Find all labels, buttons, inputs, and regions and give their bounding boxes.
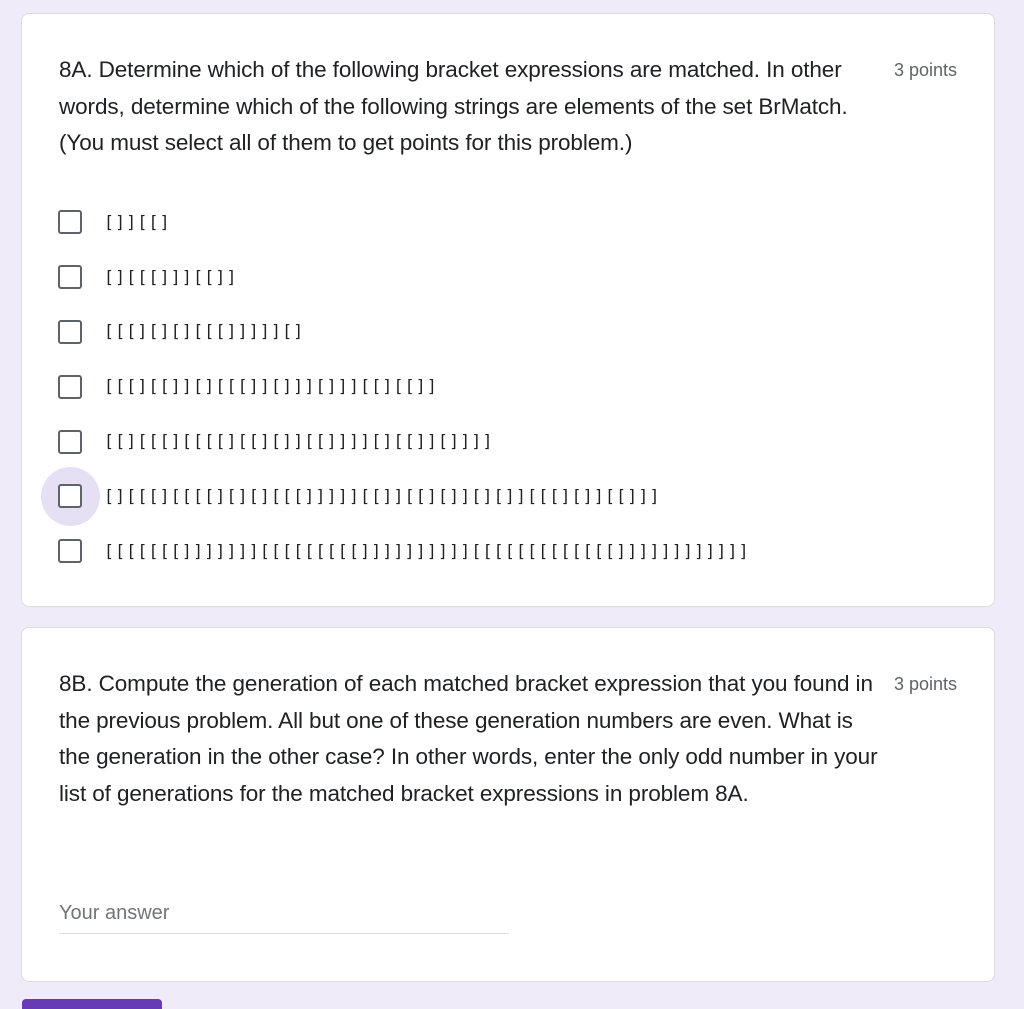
points-badge-8b: 3 points <box>893 674 957 694</box>
option-label: [[[[[[[]]]]]]][[[[[[[[[]]]]]]]]]][[[[[[[[[[[[[]]]]]]]]]]]] <box>104 541 750 561</box>
question-header-8b <box>59 666 957 813</box>
checkbox-option-7[interactable] <box>58 524 750 579</box>
question-header-8a <box>59 52 957 162</box>
option-label: [][[[]]][[]] <box>104 267 238 287</box>
checkbox-icon[interactable] <box>58 320 82 344</box>
checkbox-options-8a <box>58 195 750 579</box>
checkbox-option-6[interactable] <box>58 469 750 524</box>
submit-button-partial[interactable] <box>22 999 162 1009</box>
option-label: [[][[[][[[[][[][]][[]]]][][[]][]]]] <box>104 432 494 452</box>
checkbox-option-5[interactable] <box>58 414 750 469</box>
checkbox-icon-focused[interactable] <box>58 484 82 508</box>
answer-field-wrapper <box>59 898 509 934</box>
checkbox-icon[interactable] <box>58 265 82 289</box>
option-label: []][[] <box>104 212 171 232</box>
checkbox-option-2[interactable] <box>58 250 750 305</box>
question-text-8a: 8A. Determine which of the following bracket expressions are matched. In other words, determine which of the following strings are elements of the set BrMatch. (You must select all of them to get points for this problem.) <box>59 57 848 156</box>
answer-input[interactable] <box>59 898 509 928</box>
points-badge-8a: 3 points <box>893 60 957 80</box>
option-label: [][[[][[[[][][][[[]]]]][[]][[][]][][]][[[][]][[]]] <box>104 486 661 506</box>
checkbox-icon[interactable] <box>58 375 82 399</box>
question-card-8a <box>21 13 995 607</box>
checkbox-icon[interactable] <box>58 430 82 454</box>
checkbox-option-1[interactable] <box>58 195 750 250</box>
option-label: [[[][][][[[]]]]][] <box>104 322 305 342</box>
checkbox-option-4[interactable] <box>58 359 750 414</box>
checkbox-icon[interactable] <box>58 210 82 234</box>
checkbox-icon[interactable] <box>58 539 82 563</box>
question-text-8b: 8B. Compute the generation of each matched bracket expression that you found in the previous problem. All but one of these generation numbers are even. What is the generation in the other case? In other words, enter the only odd number in your list of generations for the matched bracket expressions in problem 8A. <box>59 671 878 807</box>
checkbox-option-3[interactable] <box>58 305 750 360</box>
option-label: [[[][[]][][[[]][]]][]]][[][[]] <box>104 377 439 397</box>
question-card-8b <box>21 627 995 982</box>
